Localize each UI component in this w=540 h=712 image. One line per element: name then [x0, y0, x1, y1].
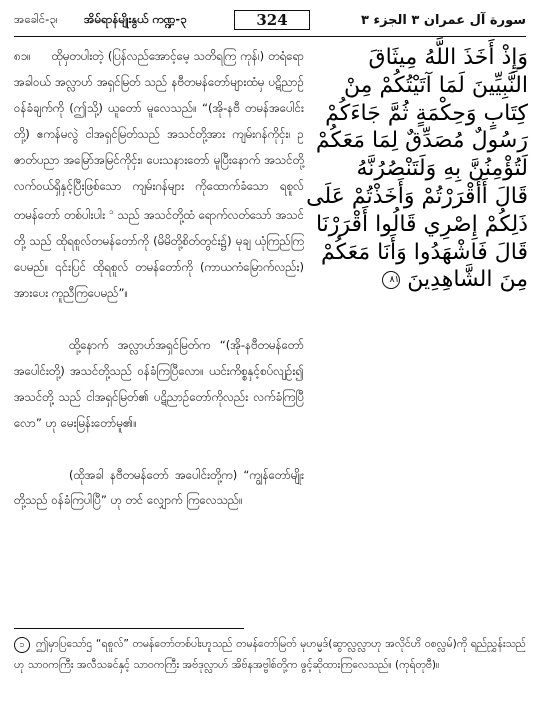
arabic-verse: [306, 44, 528, 384]
ayah-number-marker: ٨١: [382, 271, 400, 289]
arabic-line: لَتُؤْمِنُنَّ بِهِ وَلَتَنْصُرُنَّهُ: [356, 156, 528, 182]
verse-number: ၈၁။: [14, 49, 31, 63]
paragraph-question: ထို့နောက် အလ္လာဟ်အရှင်မြတ်က “(အို-နဗီတမန်တော် အပေါင်းတို့) အသင်တို့သည် ဝန်ခံကြပြီလော။ ယင်းကိစ္စနှင့်စပ်လျဉ်း၍ အသင်တို့ သည် ငါအရှင်မြတ်၏ ပဋိညာဉ်တော်ကိုလည်း လက်ခံကြပြီလော” ဟု မေးမြန်းတော်မူ၏။: [14, 337, 304, 430]
arabic-line: مِنَ الشَّاهِدِينَ: [407, 267, 528, 293]
footnote-rule: [14, 628, 244, 629]
arabic-line-last: [318, 266, 528, 294]
arabic-line: قَالَ فَاشْهَدُوا وَأَنَا مَعَكُمْ: [320, 239, 528, 265]
paragraph-gap: [14, 437, 304, 463]
arabic-line: النَّبِيِّينَ لَمَا آتَيْتُكُمْ مِنْ: [343, 72, 528, 98]
translation-column: [14, 44, 304, 612]
paragraph-answer: (ထိုအခါ နဗီတမန်တော် အပေါင်းတို့က) “ကျွန်တော်မျိုးတို့သည် ဝန်ခံကြပါပြီ” ဟု တင် လျှောက် ကြလေသည်။: [14, 467, 304, 508]
header-surah-title: سورة آل عمران ٣ الجزء ٣: [360, 12, 526, 28]
footnote-reference[interactable]: ၁: [109, 207, 114, 217]
arabic-line: كِتَابٍ وَحِكْمَةٍ ثُمَّ جَاءَكُمْ: [325, 100, 528, 126]
arabic-line: رَسُولٌ مُصَدِّقٌ لِمَا مَعَكُمْ: [315, 128, 528, 154]
header-chapter: အခေါင်-၃၊: [14, 11, 58, 26]
paragraph-text: ထိုမှတပါးတဲ့ (ပြန်လည်အောင့်မေ့ သတိရကြ ကုန်၊) တရံရော အခါဝယ် အလ္လာဟ် အရှင်မြတ် သည် နဗီတမန်တော်များထံမှ ပဋိညာဉ်ဝန်ခံချက်ကို (ဤသို့) ယူတော် မူလေသည်။ “(အို-နဗီ တမန်အပေါင်းတို့) ဧကန်မလွဲ ငါအရှင်မြတ်သည် အသင်တို့အား ကျမ်းဂန်ကိုငှ်း၊ ဥဇာတ်ပညာ အမြော်အမြင်ကိုငှ်း၊ ပေးသနားတော် မူပြီးနောက် အသင်တို့ လက်ဝယ်ရှိနှင့်ပြီးဖြစ်သော ကျမ်းဂန်များ ကိုထောက်ခံသော ရစူလ်တမန်တော် တစ်ပါးပါး: [14, 49, 304, 223]
page-number: 324: [234, 10, 310, 30]
header-rule: [14, 36, 526, 37]
footnote: [14, 634, 526, 676]
arabic-line: وَإِذْ أَخَذَ اللَّهُ مِيثَاقَ: [368, 45, 528, 70]
arabic-line: ذَلِكُمْ إِصْرِي قَالُوا أَقْرَرْنَا: [315, 211, 528, 237]
paragraph-text-continued: သည် အသင်တို့ထံ ရောက်လတ်သော် အသင်တို့ သည် ထိုရစူလ်တမန်တော်ကို (မိမိတို့စိတ်တွင်း၌) မုချ ယုံကြည်ကြပေမည်။ ၎င်းပြင် ထိုရစူလ် တမန်တော်ကို (ကာယကံမြောက်လည်း) အားပေး ကူညီကြပေမည်”။: [14, 208, 304, 301]
header-section: အိမ်ရာန်မျိုးနွယ် ကဏ္ဍ-၃: [84, 11, 187, 26]
arabic-line: قَالَ أَأَقْرَرْتُمْ وَأَخَذْتُمْ عَلَى: [306, 183, 528, 209]
paragraph-81: [14, 44, 304, 307]
footnote-number: ၁: [14, 637, 30, 653]
page-header: [14, 8, 526, 32]
footnote-text: ဤမှာပြသော်ဌ “ရစူလ်” တမန်တော်တစ်ပါးဟူသည် တမန်တော်မြတ် မုဟမ္မဒ်(ဆွာလ္လလ္လာဟု အလိုင်ဟိ ဝစလ္လမ်)ကို ရည်ညွှန်းသည်ဟု သာဝကကြီး အလီသခင်နှင့် သာဝကကြီး အဗ်ဒုလ္လာဟ် အိဗ်နအဗ္ဗါစ်တို့က ဖွင့်ဆိုထားကြလေသည်။ (ကုရ်တုဗီ)။: [14, 638, 526, 671]
paragraph-gap: [14, 307, 304, 333]
